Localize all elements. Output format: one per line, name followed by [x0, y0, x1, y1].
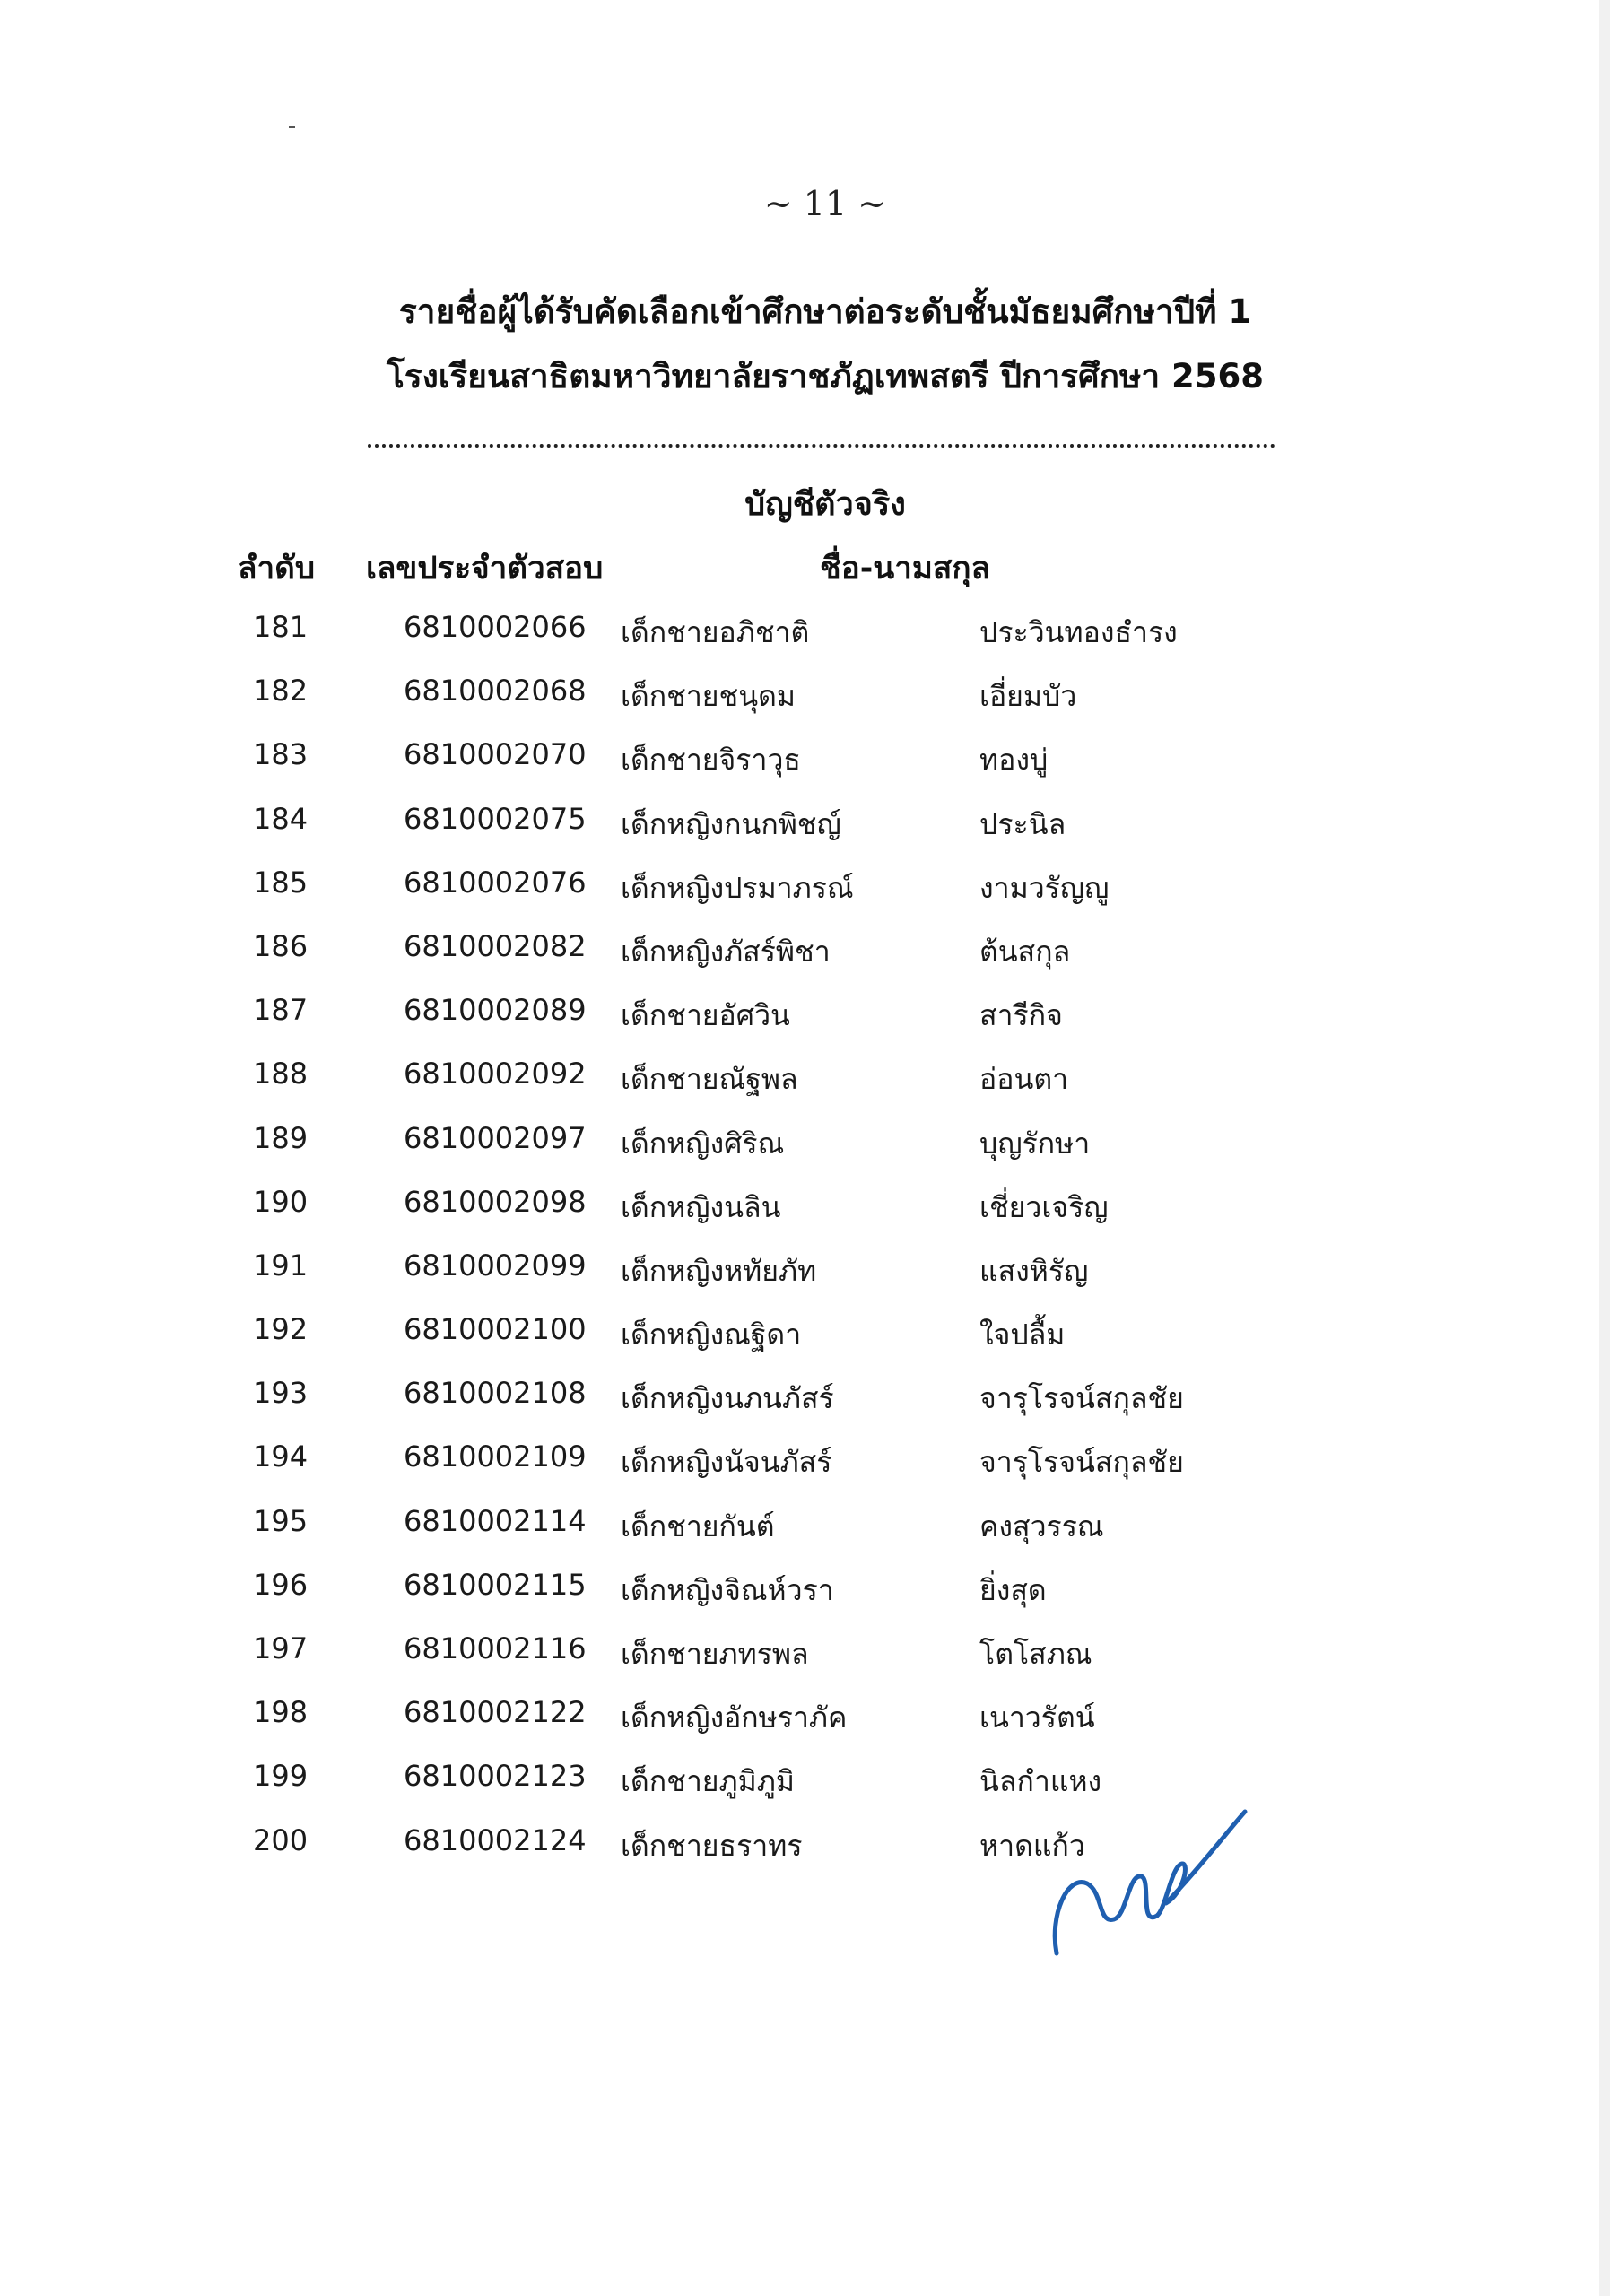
table-row — [0, 1504, 1610, 1568]
last-name-cell: บุญรักษา — [979, 1126, 1091, 1161]
table-row — [0, 1376, 1610, 1439]
first-name-cell: เด็กชายณัฐพล — [621, 1062, 798, 1097]
last-name-cell: เชี่ยวเจริญ — [979, 1189, 1109, 1224]
table-row — [0, 737, 1610, 801]
exam-id-cell: 6810002115 — [404, 1567, 587, 1602]
table-row — [0, 610, 1610, 674]
last-name-cell: ใจปลื้ม — [979, 1318, 1066, 1352]
last-name-cell: ทองบู่ — [979, 743, 1049, 778]
order-cell: 184 — [253, 801, 309, 836]
exam-id-cell: 6810002070 — [404, 737, 587, 772]
table-row — [0, 1631, 1610, 1695]
column-header-exam-id: เลขประจำตัวสอบ — [366, 551, 604, 587]
exam-id-cell: 6810002092 — [404, 1057, 587, 1091]
last-name-cell: หาดแก้ว — [979, 1828, 1085, 1863]
last-name-cell: นิลกำแหง — [979, 1764, 1102, 1799]
table-row — [0, 993, 1610, 1057]
first-name-cell: เด็กหญิงจิณห์วรา — [621, 1572, 834, 1607]
table-row — [0, 865, 1610, 929]
first-name-cell: เด็กหญิงศิริณ — [621, 1126, 785, 1161]
table-row — [0, 1312, 1610, 1376]
exam-id-cell: 6810002100 — [404, 1312, 587, 1347]
order-cell: 182 — [253, 674, 309, 709]
last-name-cell: คงสุวรรณ — [979, 1509, 1104, 1544]
first-name-cell: เด็กชายอัศวิน — [621, 998, 790, 1033]
table-row — [0, 1439, 1610, 1503]
first-name-cell: เด็กชายภูมิภูมิ — [621, 1764, 795, 1799]
order-cell: 191 — [253, 1248, 309, 1283]
document-title-line-1: รายชื่อผู้ได้รับคัดเลือกเข้าศึกษาต่อระดับชั้นมัธยมศึกษาปีที่ 1 — [398, 292, 1252, 331]
order-cell: 199 — [253, 1759, 309, 1794]
table-row — [0, 1759, 1610, 1822]
table-row — [0, 1823, 1610, 1887]
page-number: ~ 11 ~ — [763, 184, 887, 223]
scan-speck — [289, 126, 295, 128]
last-name-cell: แสงหิรัญ — [979, 1253, 1089, 1288]
exam-id-cell: 6810002122 — [404, 1695, 587, 1730]
last-name-cell: เนาวรัตน์ — [979, 1700, 1095, 1735]
exam-id-cell: 6810002089 — [404, 993, 587, 1028]
exam-id-cell: 6810002116 — [404, 1631, 587, 1665]
order-cell: 186 — [253, 928, 309, 963]
exam-id-cell: 6810002082 — [404, 928, 587, 963]
exam-id-cell: 6810002099 — [404, 1248, 587, 1283]
handwritten-signature-icon — [1031, 1740, 1265, 1973]
first-name-cell: เด็กหญิงณฐิดา — [621, 1318, 802, 1352]
last-name-cell: ประนิล — [979, 806, 1066, 841]
exam-id-cell: 6810002098 — [404, 1184, 587, 1219]
exam-id-cell: 6810002124 — [404, 1822, 587, 1857]
order-cell: 183 — [253, 737, 309, 772]
first-name-cell: เด็กหญิงนภนภัสร์ — [621, 1381, 834, 1416]
first-name-cell: เด็กชายอภิชาติ — [621, 615, 810, 649]
column-header-full-name: ชื่อ-นามสกุล — [820, 551, 990, 587]
exam-id-cell: 6810002075 — [404, 801, 587, 836]
order-cell: 198 — [253, 1695, 309, 1730]
exam-id-cell: 6810002076 — [404, 865, 587, 900]
first-name-cell: เด็กหญิงอักษราภัค — [621, 1700, 848, 1735]
table-row — [0, 674, 1610, 737]
first-name-cell: เด็กหญิงนลิน — [621, 1189, 781, 1224]
student-list — [0, 610, 1610, 1887]
column-header-order: ลำดับ — [238, 551, 316, 587]
order-cell: 187 — [253, 993, 309, 1028]
table-row — [0, 1568, 1610, 1631]
first-name-cell: เด็กชายจิราวุธ — [621, 743, 801, 778]
first-name-cell: เด็กชายธราทร — [621, 1828, 803, 1863]
order-cell: 190 — [253, 1184, 309, 1219]
first-name-cell: เด็กชายชนุดม — [621, 679, 796, 714]
order-cell: 189 — [253, 1120, 309, 1155]
order-cell: 185 — [253, 865, 309, 900]
table-row — [0, 1695, 1610, 1759]
last-name-cell: งามวรัญญู — [979, 870, 1110, 905]
last-name-cell: อ่อนตา — [979, 1062, 1069, 1097]
first-name-cell: เด็กหญิงภัสร์พิชา — [621, 934, 831, 969]
last-name-cell: จารุโรจน์สกุลชัย — [979, 1381, 1184, 1416]
table-row — [0, 1248, 1610, 1312]
last-name-cell: จารุโรจน์สกุลชัย — [979, 1445, 1184, 1480]
order-cell: 194 — [253, 1439, 309, 1474]
table-row — [0, 929, 1610, 993]
order-cell: 181 — [253, 610, 309, 644]
list-subtitle: บัญชีตัวจริง — [744, 486, 906, 523]
first-name-cell: เด็กชายภทรพล — [621, 1637, 809, 1671]
exam-id-cell: 6810002068 — [404, 674, 587, 709]
last-name-cell: ยิ่งสุด — [979, 1572, 1047, 1607]
table-row — [0, 1057, 1610, 1120]
exam-id-cell: 6810002114 — [404, 1503, 587, 1538]
table-row — [0, 802, 1610, 865]
first-name-cell: เด็กหญิงกนกพิชญ์ — [621, 806, 841, 841]
order-cell: 195 — [253, 1503, 309, 1538]
first-name-cell: เด็กหญิงปรมาภรณ์ — [621, 870, 854, 905]
order-cell: 192 — [253, 1312, 309, 1347]
exam-id-cell: 6810002108 — [404, 1376, 587, 1411]
last-name-cell: ประวินทองธำรง — [979, 615, 1178, 649]
order-cell: 188 — [253, 1057, 309, 1091]
order-cell: 193 — [253, 1376, 309, 1411]
exam-id-cell: 6810002109 — [404, 1439, 587, 1474]
first-name-cell: เด็กหญิงหทัยภัท — [621, 1253, 817, 1288]
exam-id-cell: 6810002066 — [404, 610, 587, 644]
dotted-separator — [368, 444, 1275, 448]
table-row — [0, 1185, 1610, 1248]
first-name-cell: เด็กชายกันต์ — [621, 1509, 775, 1544]
first-name-cell: เด็กหญิงนัจนภัสร์ — [621, 1445, 832, 1480]
order-cell: 196 — [253, 1567, 309, 1602]
last-name-cell: ต้นสกุล — [979, 934, 1071, 969]
order-cell: 197 — [253, 1631, 309, 1665]
last-name-cell: โตโสภณ — [979, 1637, 1092, 1671]
order-cell: 200 — [253, 1822, 309, 1857]
exam-id-cell: 6810002097 — [404, 1120, 587, 1155]
table-row — [0, 1121, 1610, 1185]
document-title-line-2: โรงเรียนสาธิตมหาวิทยาลัยราชภัฏเทพสตรี ปีการศึกษา 2568 — [386, 357, 1265, 396]
last-name-cell: เอี่ยมบัว — [979, 679, 1077, 714]
exam-id-cell: 6810002123 — [404, 1759, 587, 1794]
last-name-cell: สารีกิจ — [979, 998, 1063, 1033]
